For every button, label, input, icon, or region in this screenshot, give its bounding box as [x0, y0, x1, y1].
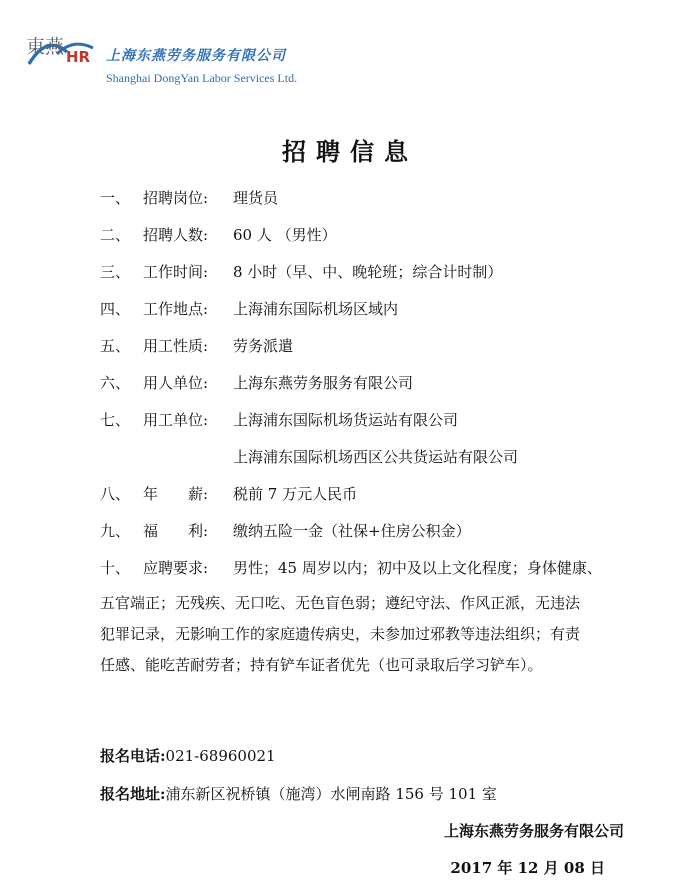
- contact-address: [100, 783, 497, 804]
- item-value: 男性；45 周岁以内；初中及以上文化程度；身体健康、: [233, 559, 602, 577]
- phone-label: 报名电话:: [100, 747, 166, 765]
- item-value: 上海东燕劳务服务有限公司: [233, 374, 414, 392]
- item-label: 应聘要求:: [143, 559, 209, 577]
- signature-company: 上海东燕劳务服务有限公司: [443, 822, 624, 840]
- item-label: 用人单位:: [143, 374, 209, 392]
- item-value: 上海浦东国际机场区域内: [233, 300, 399, 318]
- logo-hr: HR: [66, 48, 91, 66]
- item-value: 上海浦东国际机场货运站有限公司: [233, 411, 459, 429]
- item-value: 理货员: [233, 189, 279, 207]
- company-name-cn: 上海东燕劳务服务有限公司: [106, 48, 286, 64]
- requirements-line: 任感、能吃苦耐劳者；持有铲车证者优先（也可录取后学习铲车）。: [100, 656, 543, 674]
- contact-phone: [100, 745, 276, 766]
- item-label: 用工性质:: [143, 337, 209, 355]
- item-number: 五、: [100, 337, 131, 355]
- item-value: 8 小时（早、中、晚轮班；综合计时制）: [233, 263, 503, 281]
- logo-text: 東燕: [26, 36, 65, 58]
- item-number: 三、: [100, 263, 131, 281]
- company-name-en: Shanghai DongYan Labor Services Ltd.: [106, 71, 298, 85]
- item-number: 七、: [100, 411, 131, 429]
- requirements-line: 犯罪记录，无影响工作的家庭遗传病史，未参加过邪教等违法组织；有责: [100, 625, 581, 643]
- address-value: 浦东新区祝桥镇（施湾）水闸南路 156 号 101 室: [165, 785, 497, 803]
- item-value: 劳务派遣: [233, 337, 294, 355]
- item-value: 税前 7 万元人民币: [233, 485, 358, 503]
- item-value: 60 人 （男性）: [233, 226, 337, 244]
- item-label: 招聘人数:: [143, 226, 209, 244]
- requirements-paragraph: [100, 588, 640, 681]
- address-label: 报名地址:: [100, 785, 166, 803]
- item-label: 招聘岗位:: [143, 189, 209, 207]
- item-number: 一、: [100, 189, 131, 207]
- item-label: 工作地点:: [143, 300, 209, 318]
- item-label: 年 薪:: [143, 485, 209, 503]
- item-number: 十、: [100, 559, 131, 577]
- item-number: 六、: [100, 374, 131, 392]
- page-title: 招聘信息: [282, 137, 418, 166]
- item-label: 用工单位:: [143, 411, 209, 429]
- item-number: 八、: [100, 485, 131, 503]
- item-number: 四、: [100, 300, 131, 318]
- item-number: 九、: [100, 522, 131, 540]
- item-label: 工作时间:: [143, 263, 209, 281]
- requirements-line: 五官端正；无残疾、无口吃、无色盲色弱；遵纪守法、作风正派，无违法: [100, 594, 581, 612]
- item-value: 缴纳五险一金（社保+住房公积金）: [233, 522, 471, 540]
- phone-number: 021-68960021: [165, 747, 276, 765]
- item-number: 二、: [100, 226, 131, 244]
- item-value: 上海浦东国际机场西区公共货运站有限公司: [233, 448, 519, 466]
- item-label: 福 利:: [143, 522, 209, 540]
- signature-date: 2017 年 12 月 08 日: [450, 859, 605, 877]
